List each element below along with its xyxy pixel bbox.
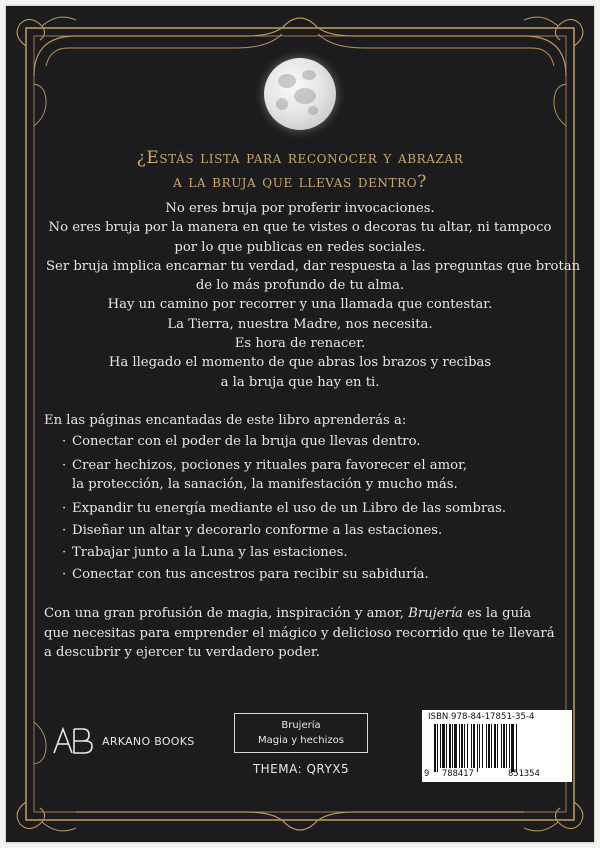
poem-line: Ser bruja implica encarnar tu verdad, dar respuesta a las preguntas que brotan [46,258,581,274]
ean-digits-left: 788417 [442,769,474,779]
bullet-glyph: · [62,434,67,449]
poem-line: a la bruja que hay en ti. [220,374,380,390]
back-cover [6,6,594,842]
publisher-block [52,726,195,756]
poem-line: La Tierra, nuestra Madre, nos necesita. [167,316,433,332]
bullet-glyph: · [62,523,67,538]
subject-title: Brujería [281,720,321,731]
bullet-glyph: · [62,501,67,516]
poem-line: Es hora de renacer. [234,336,366,352]
list-item-continuation: la protección, la sanación, la manifestación y mucho más. [72,477,458,492]
poem-line: Ha llegado el momento de que abras los brazos y recibas [108,355,492,371]
heading-line-1: ¿Estás lista para reconocer y abrazar [136,148,464,168]
closing-line-1: Con una gran profusión de magia, inspiración y amor, Brujería es la guía [44,606,532,621]
list-intro: En las páginas encantadas de este libro aprenderás a: [44,413,407,428]
poem-line: de lo más profundo de tu alma. [195,278,405,294]
bullet-glyph: · [62,545,67,560]
publisher-name: ARKANO BOOKS [102,734,195,748]
poem-line: No eres bruja por proferir invocaciones. [165,201,435,216]
isbn-barcode [422,710,572,782]
ean-digits-right: 851354 [508,769,540,779]
full-moon-image [264,58,336,130]
bullet-glyph: · [62,458,67,473]
poem-line: No eres bruja por la manera en que te vistes o decoras tu altar, ni tampoco [48,220,552,236]
arkano-books-logo-icon [52,727,96,755]
closing-paragraph [44,604,564,663]
closing-line-3: a descubrir y ejercer tu verdadero poder. [44,645,320,660]
list-item: · Trabajar junto a la Luna y las estaciones. [62,545,348,560]
heading-question [6,146,594,194]
list-item: · Expandir tu energía mediante el uso de un Libro de las sombras. [62,501,507,516]
poem-text [46,199,581,392]
list-item: · Diseñar un altar y decorarlo conforme a las estaciones. [62,523,443,538]
subject-category: Magia y hechizos [258,735,344,746]
heading-line-2: a la bruja que llevas dentro? [173,172,427,192]
poem-line: Hay un camino por recorrer y una llamada que contestar. [107,297,493,313]
ean-digit-lead: 9 [424,769,430,779]
poem-line: por lo que publicas en redes sociales. [174,239,426,255]
thema-code: THEMA: QRYX5 [252,762,350,776]
isbn-label: ISBN 978-84-17851-35-4 [428,712,535,722]
bullet-glyph: · [62,567,67,582]
list-item: · Crear hechizos, pociones y rituales para favorecer el amor, [62,458,468,473]
book-title-italic: Brujería [408,606,463,621]
subject-label-box [234,713,368,753]
list-item: · Conectar con tus ancestros para recibir su sabiduría. [62,567,429,582]
list-item: · Conectar con el poder de la bruja que llevas dentro. [62,434,421,449]
closing-line-2: que necesitas para emprender el mágico y delicioso recorrido que te llevará [44,625,555,641]
